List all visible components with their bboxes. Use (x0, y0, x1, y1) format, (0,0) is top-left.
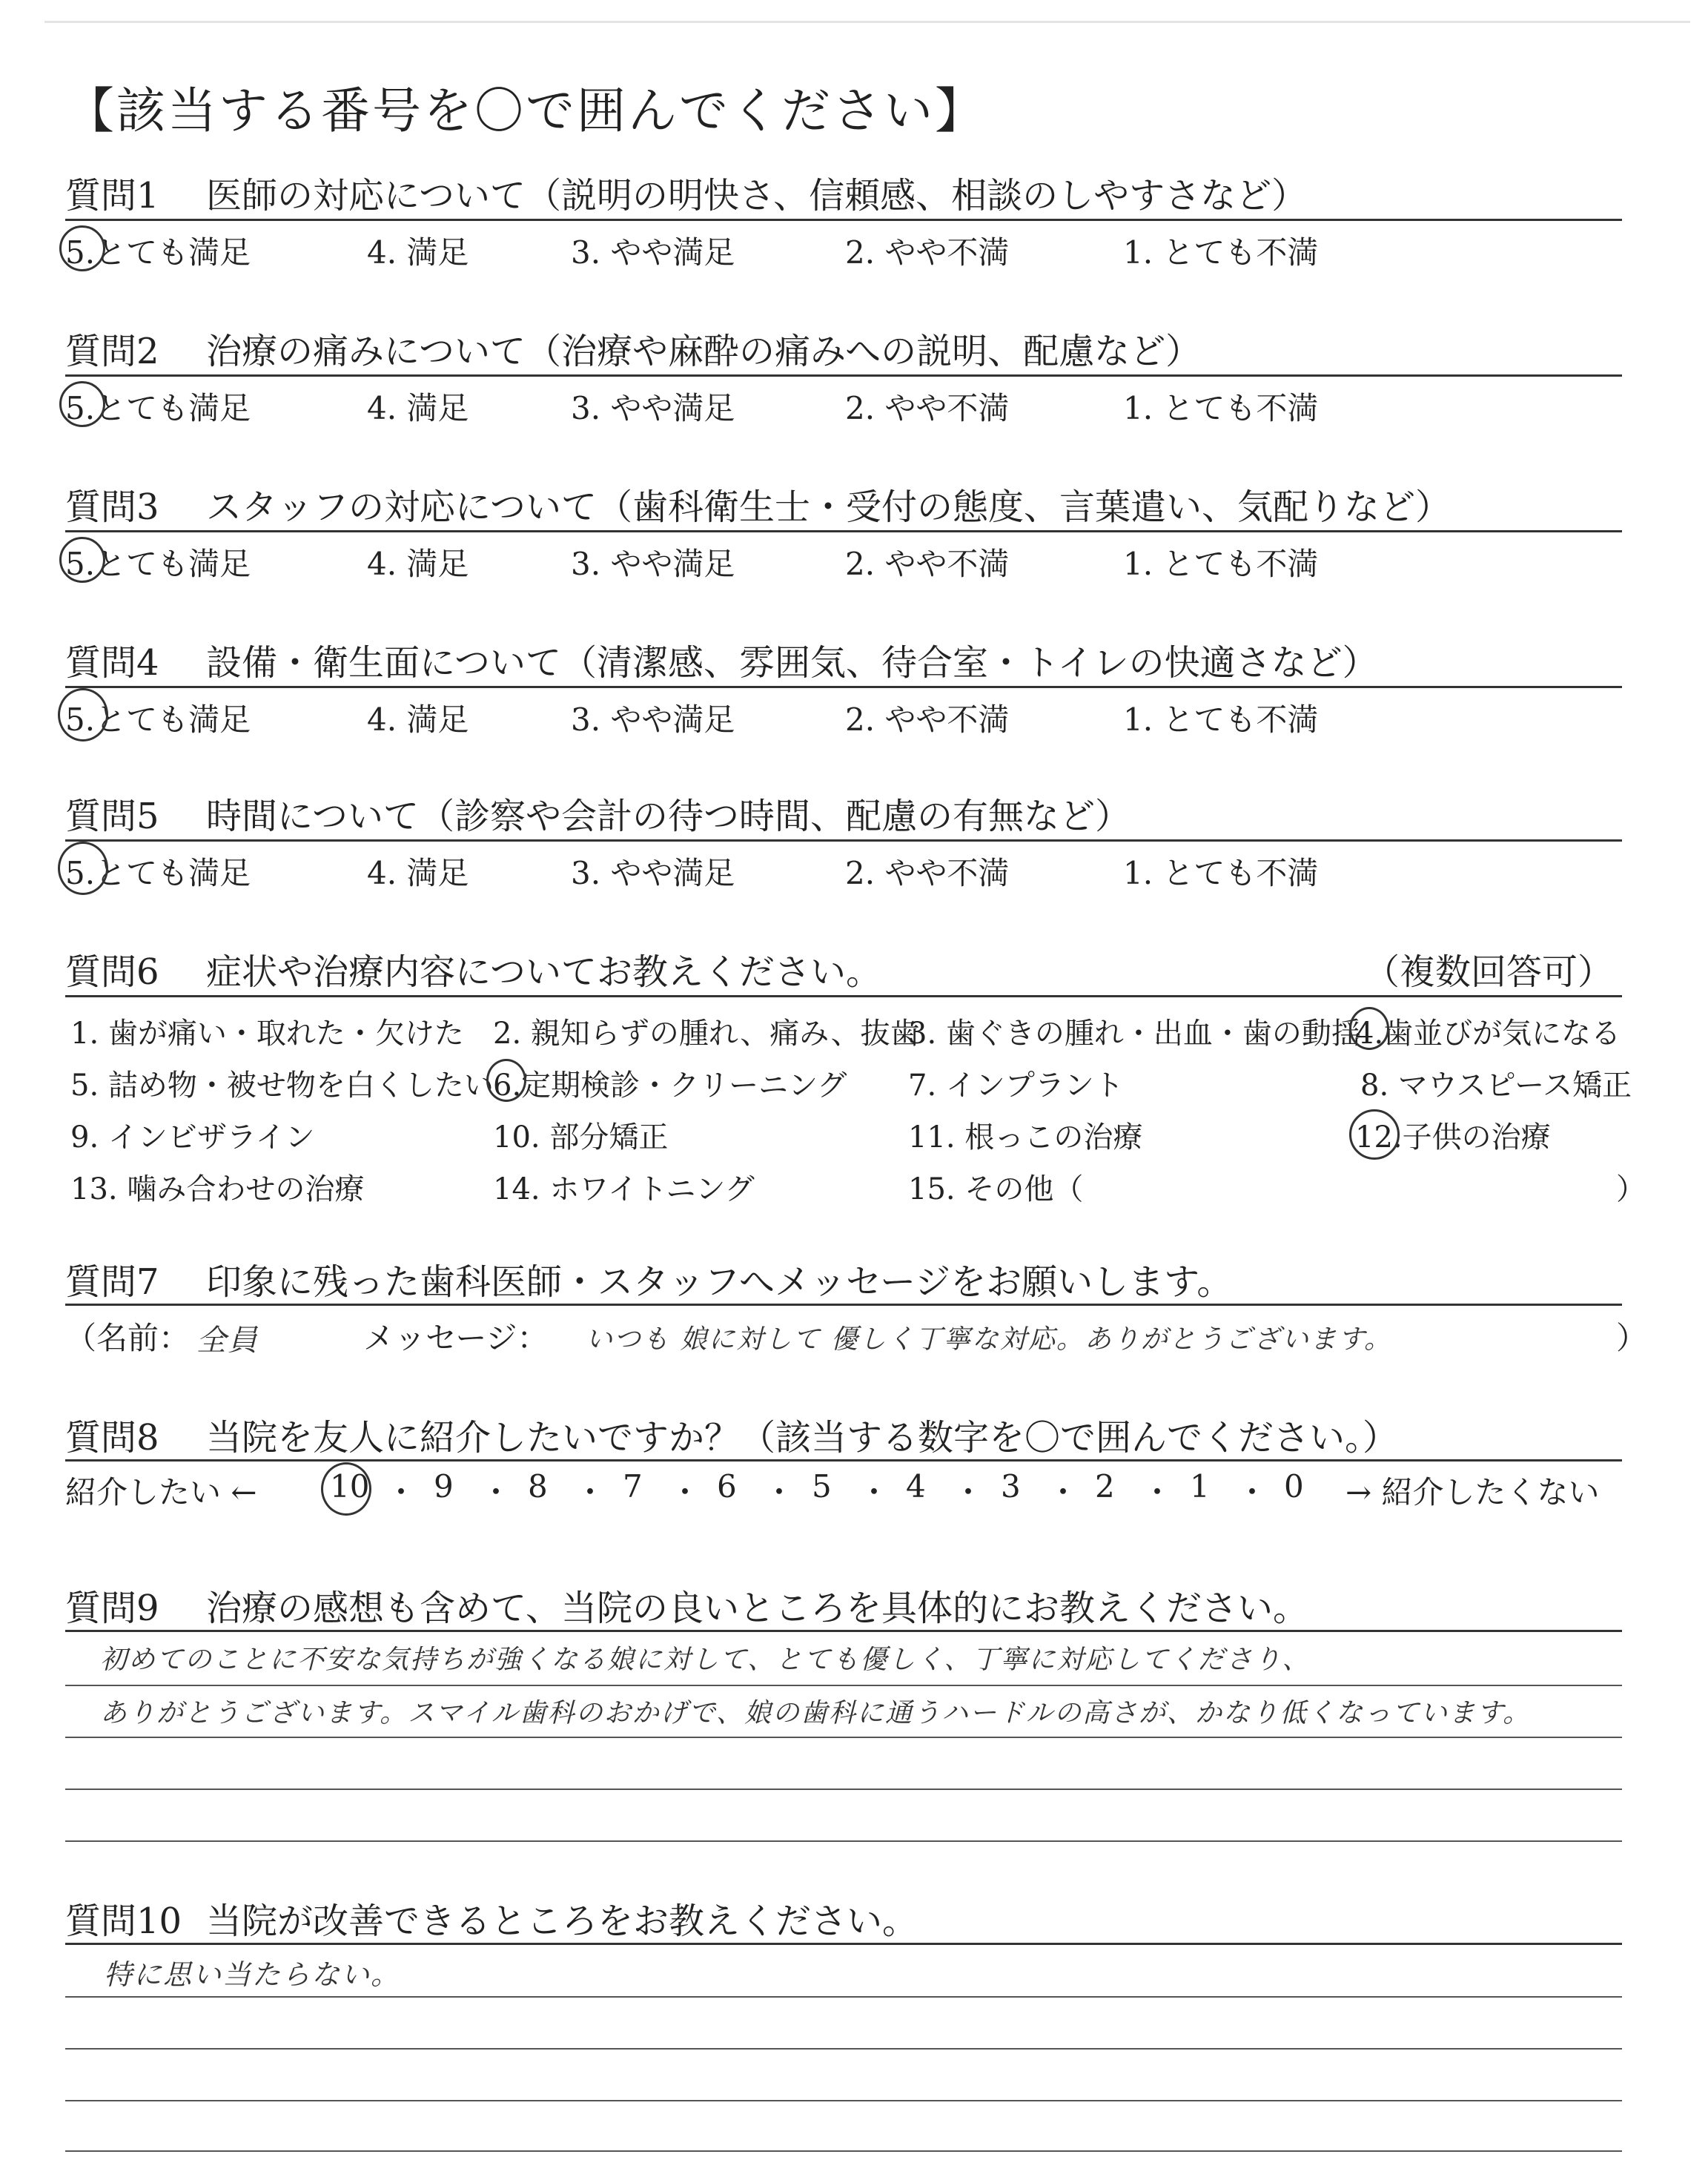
q2-option-3[interactable]: 3. やや満足 (571, 390, 735, 426)
q2-option-5[interactable]: 5.とても満足 (65, 390, 251, 426)
q10-line-1 (65, 1996, 1622, 1998)
q4-option-1[interactable]: 1. とても不満 (1123, 701, 1319, 738)
q1-option-3[interactable]: 3. やや満足 (571, 234, 735, 271)
q1-option-5[interactable]: 5.とても満足 (65, 234, 251, 271)
q7-name-value[interactable]: 全員 (196, 1324, 259, 1358)
q6-option-11[interactable]: 11. 根っこの治療 (908, 1120, 1143, 1155)
q6-option-7[interactable]: 7. インプラント (908, 1069, 1124, 1103)
q4-option-2[interactable]: 2. やや不満 (845, 701, 1010, 738)
q8-sep-7: ・ (953, 1474, 984, 1510)
question-10-rule (65, 1943, 1622, 1945)
q2-option-4[interactable]: 4. 満足 (367, 390, 469, 426)
q5-option-4[interactable]: 4. 満足 (367, 855, 469, 891)
question-4-label: 質問4 (65, 642, 159, 684)
q8-scale-10[interactable]: 10 (330, 1468, 370, 1505)
question-7-rule (65, 1304, 1622, 1306)
form-title: 【該当する番号を〇で囲んでください】 (65, 82, 986, 139)
q6-selection-circle-4 (1349, 1007, 1389, 1050)
q8-sep-9: ・ (1142, 1474, 1174, 1510)
question-10-text: 当院が改善できるところをお教えください。 (206, 1900, 918, 1942)
question-5-label: 質問5 (65, 796, 159, 837)
question-6-rule (65, 995, 1622, 997)
question-4-text: 設備・衛生面について（清潔感、雰囲気、待合室・トイレの快適さなど） (206, 642, 1378, 684)
q8-sep-10: ・ (1237, 1474, 1268, 1510)
q6-option-13[interactable]: 13. 噛み合わせの治療 (70, 1172, 365, 1206)
question-10 (65, 1892, 918, 1943)
q1-option-4[interactable]: 4. 満足 (367, 234, 469, 271)
q2-selection-circle (59, 381, 105, 427)
q6-option-9[interactable]: 9. インビザライン (70, 1120, 315, 1155)
q9-line-1 (65, 1685, 1622, 1686)
q3-option-5[interactable]: 5.とても満足 (65, 546, 251, 582)
q9-line-3 (65, 1789, 1622, 1790)
q6-option-15[interactable]: 15. その他（ (908, 1172, 1084, 1206)
q8-scale-4[interactable]: 4 (906, 1468, 926, 1505)
q9-answer-line-2[interactable]: ありがとうございます。スマイル歯科のおかげで、娘の歯科に通うハードルの高さが、かなり低くなっています。 (100, 1698, 1532, 1728)
q7-message-label: メッセージ： (363, 1320, 549, 1356)
q10-line-4 (65, 2150, 1622, 2152)
q4-option-5[interactable]: 5.とても満足 (65, 701, 251, 738)
q5-option-1[interactable]: 1. とても不満 (1123, 855, 1319, 891)
q8-sep-3: ・ (575, 1474, 606, 1510)
q5-option-2[interactable]: 2. やや不満 (845, 855, 1010, 891)
question-5 (65, 787, 1131, 839)
question-3-text: スタッフの対応について（歯科衛生士・受付の態度、言葉遣い、気配りなど） (206, 486, 1452, 528)
question-1-text: 医師の対応について（説明の明快さ、信頼感、相談のしやすさなど） (206, 175, 1308, 217)
q8-scale-2[interactable]: 2 (1095, 1468, 1115, 1505)
q7-close-paren: ） (1616, 1320, 1648, 1356)
question-6-text: 症状や治療内容についてお教えください。 (206, 951, 882, 993)
q8-scale-8[interactable]: 8 (528, 1468, 548, 1505)
q5-selection-circle (58, 842, 108, 895)
q8-scale-9[interactable]: 9 (434, 1468, 454, 1505)
q9-line-4 (65, 1840, 1622, 1842)
q6-selection-circle-6 (486, 1059, 526, 1102)
question-9-rule (65, 1630, 1622, 1632)
q3-option-1[interactable]: 1. とても不満 (1123, 546, 1319, 582)
q10-line-3 (65, 2100, 1622, 2101)
q6-option-2[interactable]: 2. 親知らずの腫れ、痛み、抜歯 (493, 1017, 920, 1051)
q8-scale-1[interactable]: 1 (1190, 1468, 1210, 1505)
q8-scale-0[interactable]: 0 (1284, 1468, 1304, 1505)
q8-sep-8: ・ (1047, 1474, 1079, 1510)
question-6-label: 質問6 (65, 951, 159, 993)
q6-other-close: ） (1616, 1172, 1646, 1206)
question-3-rule (65, 530, 1622, 532)
q6-option-1[interactable]: 1. 歯が痛い・取れた・欠けた (70, 1017, 464, 1051)
question-8 (65, 1409, 1398, 1460)
question-1-rule (65, 219, 1622, 221)
q8-scale-5[interactable]: 5 (812, 1468, 832, 1505)
q6-option-3[interactable]: 3. 歯ぐきの腫れ・出血・歯の動揺 (908, 1017, 1361, 1051)
question-8-text: 当院を友人に紹介したいですか？（該当する数字を〇で囲んでください。） (206, 1417, 1399, 1459)
question-2-rule (65, 374, 1622, 377)
question-6-note: （複数回答可） (1364, 951, 1614, 993)
q6-option-8[interactable]: 8. マウスピース矯正 (1360, 1069, 1632, 1103)
q8-sep-5: ・ (764, 1474, 795, 1510)
q4-selection-circle (58, 688, 108, 742)
q3-option-3[interactable]: 3. やや満足 (571, 546, 735, 582)
q8-scale-3[interactable]: 3 (1001, 1468, 1021, 1505)
question-2-label: 質問2 (65, 331, 159, 372)
question-6 (65, 943, 881, 994)
q8-sep-4: ・ (669, 1474, 701, 1510)
q8-scale-6[interactable]: 6 (717, 1468, 737, 1505)
q6-option-14[interactable]: 14. ホワイトニング (493, 1172, 755, 1206)
top-border (44, 21, 1690, 23)
q2-option-2[interactable]: 2. やや不満 (845, 390, 1010, 426)
q7-message-value[interactable]: いつも 娘に対して 優しく丁寧な対応。ありがとうございます。 (586, 1324, 1393, 1355)
question-9-text: 治療の感想も含めて、当院の良いところを具体的にお教えください。 (206, 1588, 1309, 1629)
question-1-label: 質問1 (65, 175, 159, 217)
q3-selection-circle (59, 537, 105, 583)
q1-option-1[interactable]: 1. とても不満 (1123, 234, 1319, 271)
q2-option-1[interactable]: 1. とても不満 (1123, 390, 1319, 426)
q6-option-12[interactable]: 12.子供の治療 (1355, 1120, 1551, 1155)
q8-sep-1: ・ (385, 1474, 417, 1510)
question-7 (65, 1253, 1232, 1304)
question-7-text: 印象に残った歯科医師・スタッフへメッセージをお願いします。 (206, 1261, 1233, 1303)
question-4-rule (65, 686, 1622, 688)
q3-option-4[interactable]: 4. 満足 (367, 546, 469, 582)
q6-selection-circle-12 (1349, 1109, 1400, 1160)
q10-answer-line-1[interactable]: 特に思い当たらない。 (104, 1958, 401, 1991)
question-3 (65, 478, 1451, 529)
q8-selection-circle (321, 1462, 371, 1516)
q8-right-label: → 紹介したくない (1345, 1474, 1600, 1510)
q5-option-3[interactable]: 3. やや満足 (571, 855, 735, 891)
question-9 (65, 1579, 1308, 1631)
q1-option-2[interactable]: 2. やや不満 (845, 234, 1010, 271)
q8-sep-6: ・ (858, 1474, 890, 1510)
q5-option-5[interactable]: 5.とても満足 (65, 855, 251, 891)
q6-option-10[interactable]: 10. 部分矯正 (493, 1120, 669, 1155)
question-10-label: 質問10 (65, 1900, 182, 1942)
question-2 (65, 323, 1201, 374)
q1-selection-circle (59, 225, 105, 271)
q6-option-6[interactable]: 6.定期検診・クリーニング (493, 1069, 847, 1103)
question-8-label: 質問8 (65, 1417, 159, 1459)
question-9-label: 質問9 (65, 1588, 159, 1629)
question-2-text: 治療の痛みについて（治療や麻酔の痛みへの説明、配慮など） (206, 331, 1202, 372)
q6-option-4[interactable]: 4.歯並びが気になる (1355, 1017, 1621, 1051)
q8-sep-2: ・ (480, 1474, 512, 1510)
question-7-label: 質問7 (65, 1261, 159, 1303)
question-8-rule (65, 1459, 1622, 1462)
q7-name-label: （名前： (65, 1320, 191, 1356)
q4-option-3[interactable]: 3. やや満足 (571, 701, 735, 738)
question-4 (65, 634, 1378, 685)
question-3-label: 質問3 (65, 486, 159, 528)
q8-left-label: 紹介したい ← (65, 1474, 257, 1510)
question-1 (65, 167, 1307, 218)
q8-scale-7[interactable]: 7 (623, 1468, 643, 1505)
question-5-text: 時間について（診察や会計の待つ時間、配慮の有無など） (206, 796, 1131, 837)
q9-answer-line-1[interactable]: 初めてのことに不安な気持ちが強くなる娘に対して、とても優しく、丁寧に対応してくださり、 (100, 1645, 1311, 1675)
q3-option-2[interactable]: 2. やや不満 (845, 546, 1010, 582)
q9-line-2 (65, 1737, 1622, 1738)
q10-line-2 (65, 2048, 1622, 2050)
q6-option-5[interactable]: 5. 詰め物・被せ物を白くしたい (70, 1069, 494, 1103)
q4-option-4[interactable]: 4. 満足 (367, 701, 469, 738)
question-5-rule (65, 839, 1622, 842)
